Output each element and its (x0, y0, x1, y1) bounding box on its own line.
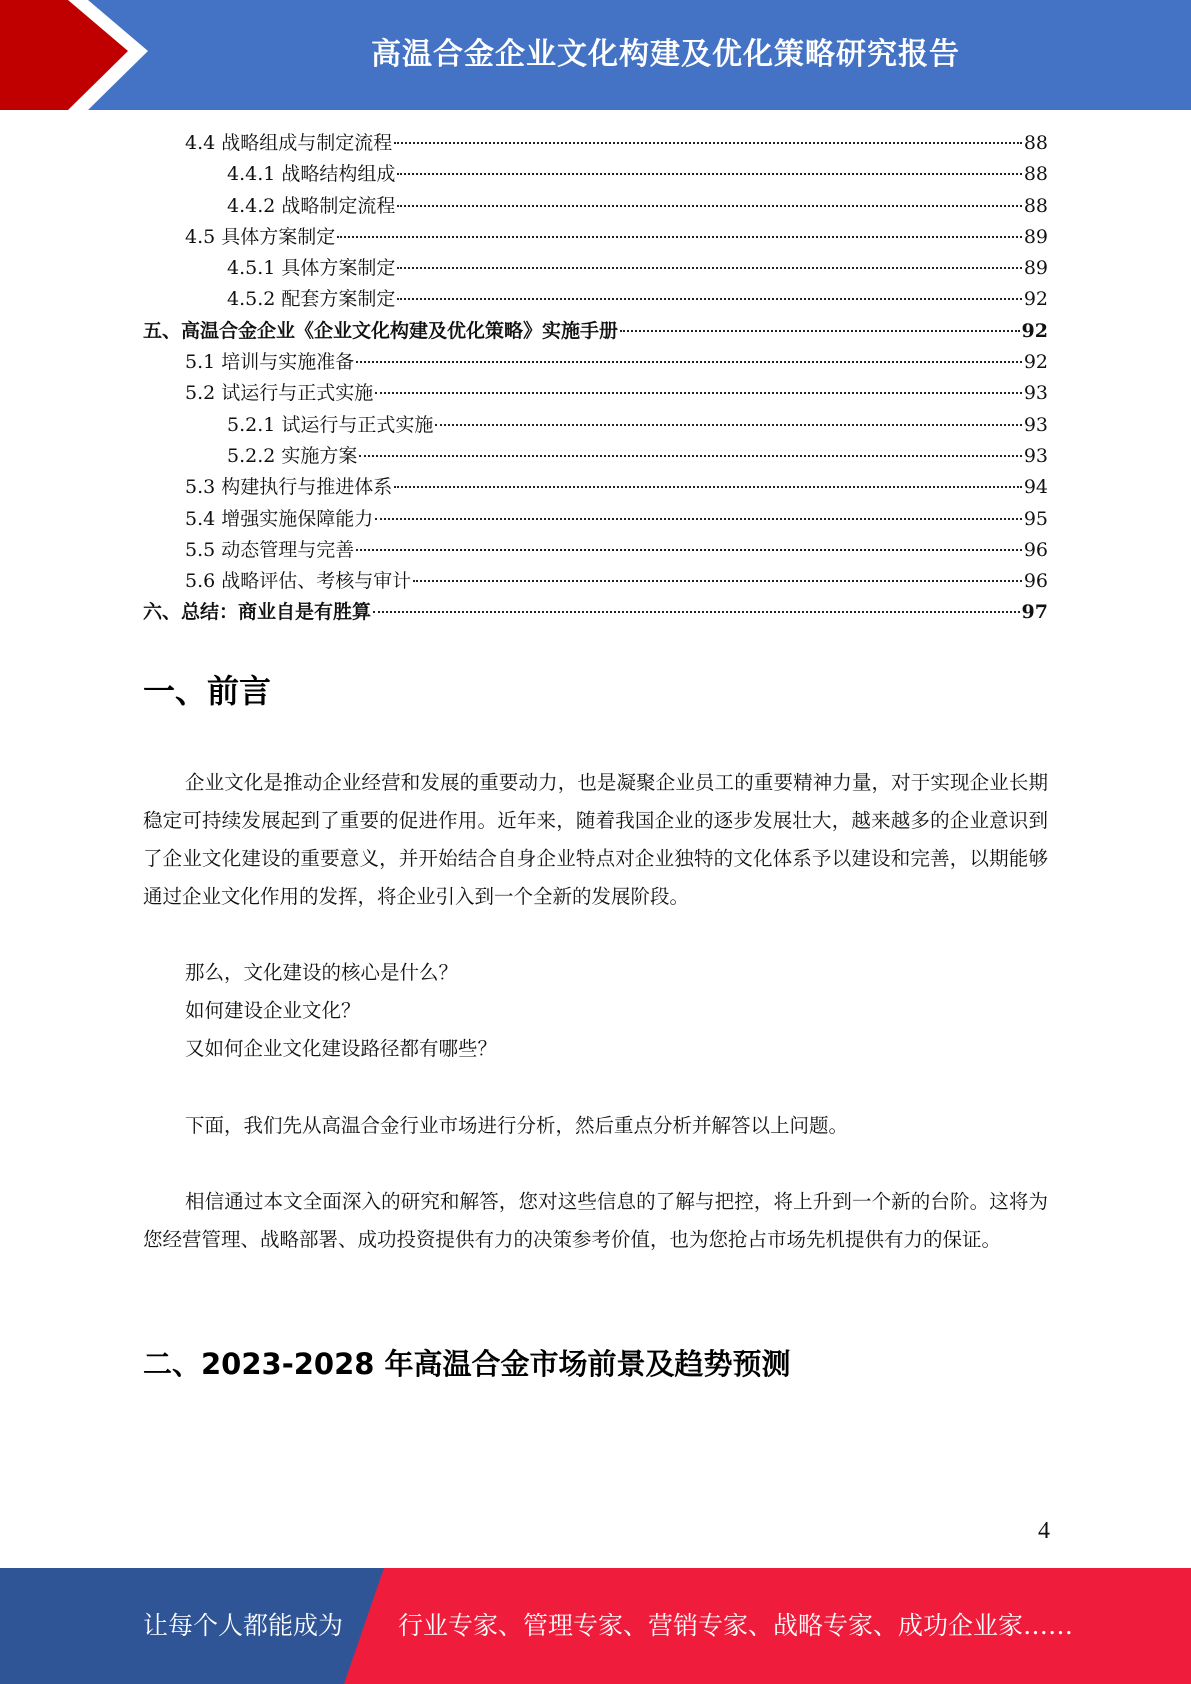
toc-entry-page: 93 (1023, 382, 1048, 405)
toc-dot-leader (397, 205, 1021, 207)
toc-entry-label: 5.2 试运行与正式实施 (185, 382, 374, 405)
footer-banner (0, 1568, 1191, 1684)
toc-entry-page: 96 (1023, 570, 1048, 593)
toc-dot-leader (373, 611, 1020, 613)
toc-entry-label: 4.5.1 具体方案制定 (227, 257, 396, 280)
toc-entry-page: 93 (1023, 444, 1048, 467)
question-line-2: 如何建设企业文化？ (185, 999, 361, 1022)
toc-entry[interactable] (143, 222, 1048, 253)
toc-dot-leader (620, 330, 1020, 332)
table-of-contents (143, 128, 1048, 629)
toc-dot-leader (375, 518, 1022, 520)
intro-paragraph: 企业文化是推动企业经营和发展的重要动力，也是凝聚企业员工的重要精神力量，对于实现企业长期稳定可持续发展起到了重要的促进作用。近年来，随着我国企业的逐步发展壮大，越来越多的企业意识到了企业文化建设的重要意义，并开始结合自身企业特点对企业独特的文化体系予以建设和完善，以期能够通过企业文化作用的发挥，将企业引入到一个全新的发展阶段。 (143, 771, 1048, 908)
header-red-chevron (0, 0, 160, 110)
toc-entry[interactable] (143, 472, 1048, 503)
toc-entry-page: 89 (1023, 225, 1048, 248)
toc-entry-label: 5.3 构建执行与推进体系 (185, 476, 393, 499)
toc-dot-leader (435, 424, 1021, 426)
toc-entry[interactable] (143, 253, 1048, 284)
toc-entry[interactable] (143, 347, 1048, 378)
toc-entry-label: 4.4.1 战略结构组成 (227, 163, 396, 186)
toc-entry[interactable] (143, 566, 1048, 597)
toc-entry-label: 5.1 培训与实施准备 (185, 351, 355, 374)
question-line-1: 那么，文化建设的核心是什么？ (185, 961, 459, 984)
footer-slogan-right: 行业专家、管理专家、营销专家、战略专家、成功企业家…… (398, 1611, 1074, 1640)
toc-dot-leader (413, 580, 1022, 582)
toc-entry-page: 88 (1023, 132, 1048, 154)
toc-dot-leader (394, 142, 1022, 144)
toc-entry-page: 96 (1023, 538, 1048, 561)
toc-dot-leader (394, 486, 1022, 488)
toc-dot-leader (356, 549, 1022, 551)
toc-entry[interactable] (143, 504, 1048, 535)
toc-entry[interactable] (143, 597, 1048, 628)
toc-entry[interactable] (143, 441, 1048, 472)
toc-entry-page: 93 (1023, 413, 1048, 436)
toc-dot-leader (359, 455, 1021, 457)
footer-slogan-left: 让每个人都能成为 (143, 1611, 344, 1640)
toc-entry-page: 92 (1023, 288, 1048, 311)
toc-entry-page: 97 (1021, 601, 1048, 624)
toc-entry[interactable] (143, 316, 1048, 347)
toc-entry-label: 5.4 增强实施保障能力 (185, 507, 374, 530)
toc-entry[interactable] (143, 128, 1048, 159)
toc-dot-leader (356, 361, 1022, 363)
toc-dot-leader (397, 173, 1021, 175)
toc-entry-label: 4.4 战略组成与制定流程 (185, 132, 393, 154)
toc-entry-page: 92 (1023, 351, 1048, 374)
toc-entry[interactable] (143, 284, 1048, 315)
toc-entry-page: 95 (1023, 507, 1048, 530)
section-heading-market: 二、2023-2028 年高温合金市场前景及趋势预测 (143, 1347, 791, 1381)
toc-entry-label: 5.6 战略评估、考核与审计 (185, 570, 412, 593)
toc-entry-label: 4.5 具体方案制定 (185, 225, 336, 248)
toc-entry-label: 5.2.2 实施方案 (227, 444, 358, 467)
toc-entry[interactable] (143, 410, 1048, 441)
toc-entry[interactable] (143, 159, 1048, 190)
toc-entry-page: 92 (1021, 319, 1048, 342)
next-analysis-paragraph: 下面，我们先从高温合金行业市场进行分析，然后重点分析并解答以上问题。 (185, 1114, 849, 1137)
toc-dot-leader (397, 298, 1021, 300)
toc-entry-label: 五、高温合金企业《企业文化构建及优化策略》实施手册 (143, 319, 619, 342)
toc-entry-page: 89 (1023, 257, 1048, 280)
toc-entry-label: 5.5 动态管理与完善 (185, 538, 355, 561)
toc-dot-leader (375, 392, 1022, 394)
section-heading-intro: 一、前言 (143, 672, 272, 710)
toc-entry-label: 4.5.2 配套方案制定 (227, 288, 396, 311)
toc-entry-page: 88 (1023, 194, 1048, 217)
report-title: 高温合金企业文化构建及优化策略研究报告 (371, 37, 960, 72)
closing-paragraph: 相信通过本文全面深入的研究和解答，您对这些信息的了解与把控，将上升到一个新的台阶。这将为您经营管理、战略部署、成功投资提供有力的决策参考价值，也为您抢占市场先机提供有力的保证。 (143, 1190, 1048, 1251)
toc-entry[interactable] (143, 378, 1048, 409)
toc-entry-page: 94 (1023, 476, 1048, 499)
toc-entry-page: 88 (1023, 163, 1048, 186)
toc-dot-leader (337, 236, 1022, 238)
page-number: 4 (1038, 1518, 1050, 1544)
header-banner (0, 0, 1191, 110)
toc-dot-leader (397, 267, 1021, 269)
toc-entry-label: 4.4.2 战略制定流程 (227, 194, 396, 217)
toc-entry[interactable] (143, 535, 1048, 566)
toc-entry[interactable] (143, 191, 1048, 222)
toc-entry-label: 5.2.1 试运行与正式实施 (227, 413, 434, 436)
toc-entry-label: 六、总结：商业自是有胜算 (143, 601, 372, 624)
question-line-3: 又如何企业文化建设路径都有哪些？ (185, 1037, 498, 1060)
